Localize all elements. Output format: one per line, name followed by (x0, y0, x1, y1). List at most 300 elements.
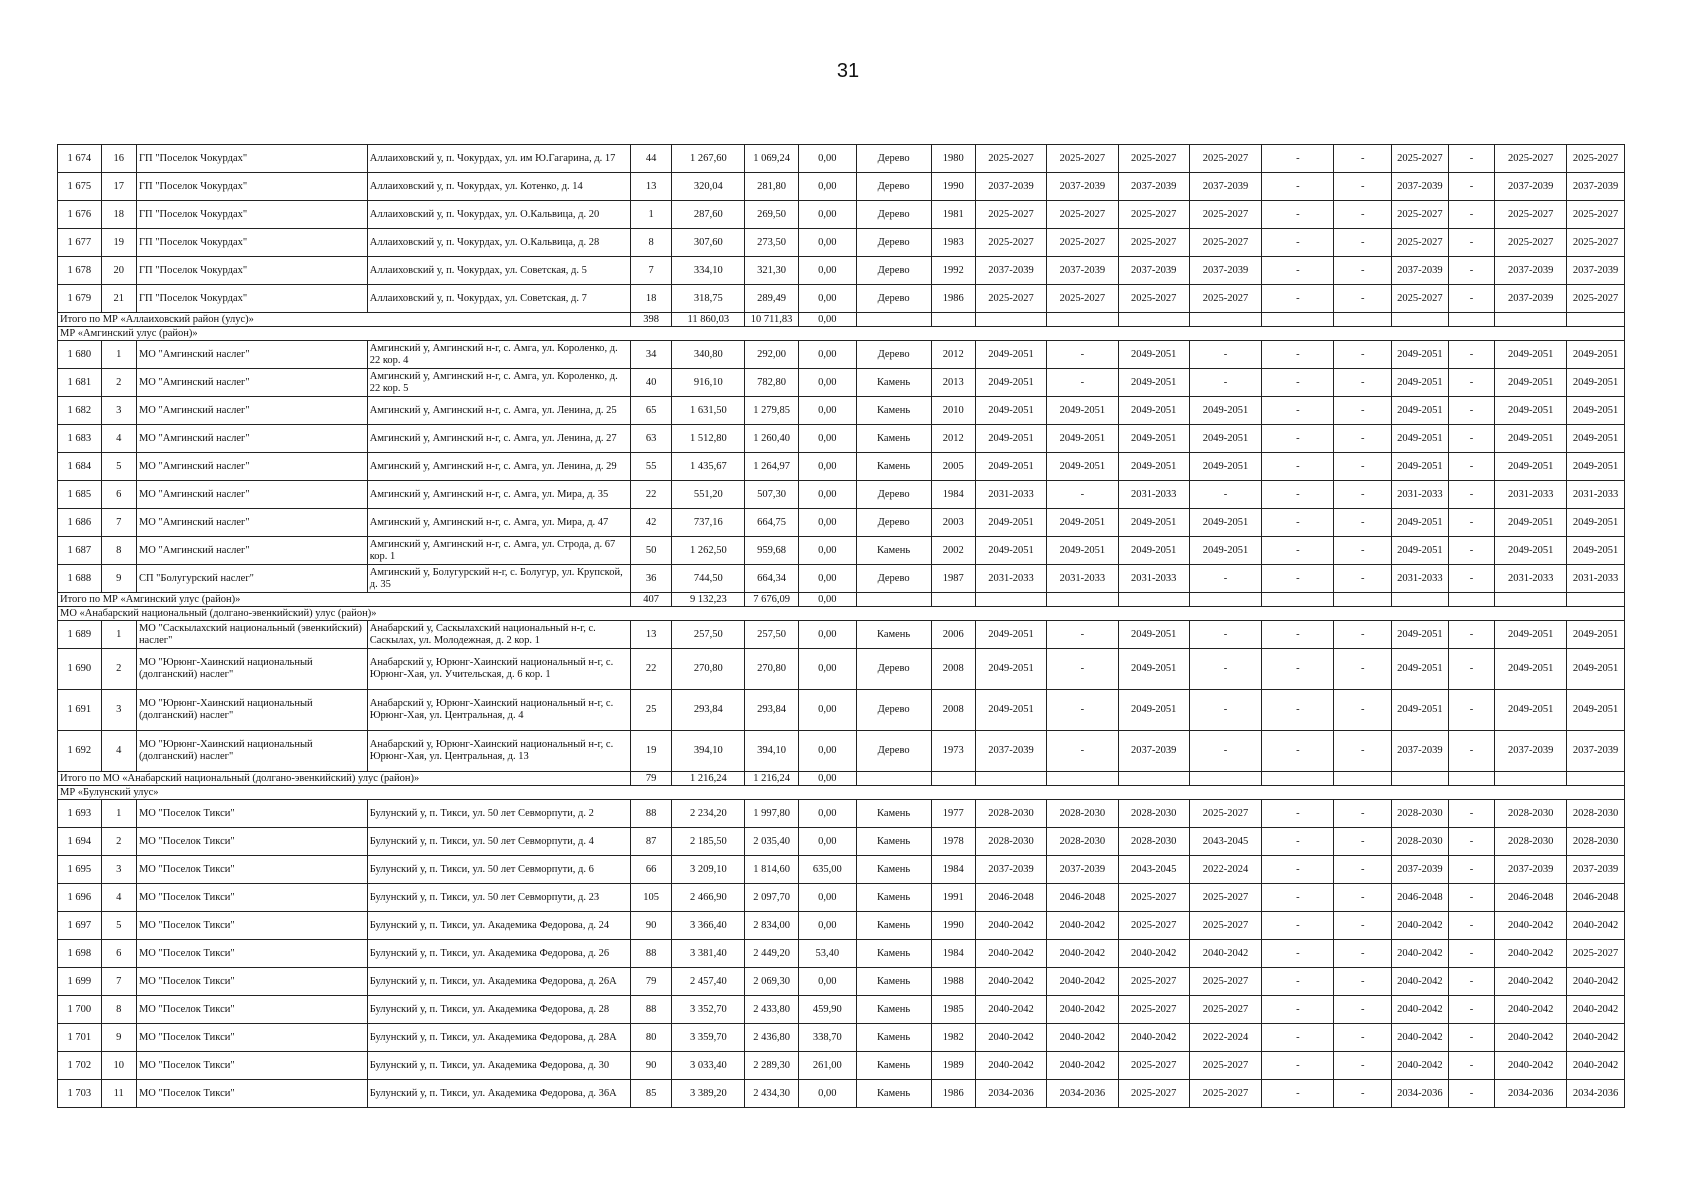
date-col-20-cell: 2025-2027 (1567, 145, 1625, 173)
wall-material-cell: Камень (856, 884, 931, 912)
residents-cell: 88 (630, 800, 672, 828)
address-cell: Аллаиховский у, п. Чокурдах, ул. им Ю.Гагарина, д. 17 (367, 145, 630, 173)
date-col-15-cell: - (1262, 940, 1334, 968)
date-col-13-cell: 2037-2039 (1118, 257, 1189, 285)
date-col-18-cell: - (1448, 397, 1495, 425)
date-col-18-cell: - (1448, 509, 1495, 537)
row-number-cell: 1 703 (58, 1080, 102, 1108)
living-area-cell: 394,10 (745, 731, 799, 772)
empty-cell (1495, 593, 1567, 607)
nonresidential-area-cell: 0,00 (798, 145, 856, 173)
living-area-cell: 289,49 (745, 285, 799, 313)
wall-material-cell: Камень (856, 800, 931, 828)
date-col-20-cell: 2049-2051 (1567, 621, 1625, 649)
nonresidential-area-cell: 0,00 (798, 509, 856, 537)
date-col-16-cell: - (1334, 481, 1392, 509)
row-number-cell: 1 675 (58, 173, 102, 201)
living-area-cell: 1 264,97 (745, 453, 799, 481)
total-area-cell: 307,60 (672, 229, 745, 257)
table-row (58, 996, 1625, 1024)
total-area-cell: 394,10 (672, 731, 745, 772)
date-col-17-cell: 2040-2042 (1392, 1024, 1449, 1052)
living-area-cell: 2 436,80 (745, 1024, 799, 1052)
empty-cell (1118, 772, 1189, 786)
table-row (58, 285, 1625, 313)
date-col-12-cell: 2040-2042 (1046, 912, 1118, 940)
date-col-11-cell: 2049-2051 (976, 649, 1047, 690)
date-col-20-cell: 2025-2027 (1567, 285, 1625, 313)
municipality-cell: МО "Амгинский наслег" (136, 509, 367, 537)
date-col-13-cell: 2025-2027 (1118, 996, 1189, 1024)
nonresidential-area-cell: 0,00 (798, 257, 856, 285)
date-col-19-cell: 2040-2042 (1495, 968, 1567, 996)
year-built-cell: 1982 (931, 1024, 976, 1052)
date-col-20-cell: 2046-2048 (1567, 884, 1625, 912)
empty-cell (1118, 313, 1189, 327)
date-col-13-cell: 2040-2042 (1118, 1024, 1189, 1052)
date-col-11-cell: 2049-2051 (976, 690, 1047, 731)
date-col-11-cell: 2040-2042 (976, 968, 1047, 996)
nonresidential-area-cell: 0,00 (798, 453, 856, 481)
date-col-14-cell: - (1189, 565, 1262, 593)
residents-cell: 1 (630, 201, 672, 229)
row-number-cell: 1 702 (58, 1052, 102, 1080)
date-col-16-cell: - (1334, 369, 1392, 397)
row-number-cell: 1 697 (58, 912, 102, 940)
total-area-cell: 737,16 (672, 509, 745, 537)
wall-material-cell: Дерево (856, 145, 931, 173)
address-cell: Анабарский у, Юрюнг-Хаинский национальный н-г, с. Юрюнг-Хая, ул. Центральная, д. 13 (367, 731, 630, 772)
year-built-cell: 2012 (931, 341, 976, 369)
year-built-cell: 1986 (931, 285, 976, 313)
date-col-12-cell: 2049-2051 (1046, 537, 1118, 565)
year-built-cell: 1990 (931, 173, 976, 201)
date-col-14-cell: - (1189, 731, 1262, 772)
date-col-15-cell: - (1262, 481, 1334, 509)
date-col-13-cell: 2049-2051 (1118, 621, 1189, 649)
date-col-12-cell: 2028-2030 (1046, 800, 1118, 828)
date-col-19-cell: 2049-2051 (1495, 341, 1567, 369)
total-area-cell: 2 466,90 (672, 884, 745, 912)
date-col-20-cell: 2040-2042 (1567, 1024, 1625, 1052)
living-area-cell: 257,50 (745, 621, 799, 649)
group-header-row (58, 607, 1625, 621)
table-row (58, 1080, 1625, 1108)
municipality-cell: МО "Поселок Тикси" (136, 968, 367, 996)
row-number-cell: 1 692 (58, 731, 102, 772)
total-area-cell: 1 512,80 (672, 425, 745, 453)
address-cell: Анабарский у, Саскылахский национальный н-г, с. Саскылах, ул. Молодежная, д. 2 кор. 1 (367, 621, 630, 649)
date-col-12-cell: 2028-2030 (1046, 828, 1118, 856)
date-col-13-cell: 2049-2051 (1118, 509, 1189, 537)
date-col-16-cell: - (1334, 509, 1392, 537)
wall-material-cell: Дерево (856, 481, 931, 509)
year-built-cell: 1992 (931, 257, 976, 285)
date-col-15-cell: - (1262, 996, 1334, 1024)
living-area-cell: 2 434,30 (745, 1080, 799, 1108)
living-area-cell: 507,30 (745, 481, 799, 509)
date-col-12-cell: 2025-2027 (1046, 285, 1118, 313)
residents-cell: 85 (630, 1080, 672, 1108)
address-cell: Амгинский у, Амгинский н-г, с. Амга, ул. Строда, д. 67 кор. 1 (367, 537, 630, 565)
total-area-cell: 744,50 (672, 565, 745, 593)
row-number-cell: 1 679 (58, 285, 102, 313)
date-col-12-cell: - (1046, 341, 1118, 369)
residents-total-cell: 407 (630, 593, 672, 607)
date-col-20-cell: 2040-2042 (1567, 912, 1625, 940)
residents-cell: 55 (630, 453, 672, 481)
item-number-cell: 1 (101, 341, 136, 369)
date-col-11-cell: 2049-2051 (976, 621, 1047, 649)
date-col-16-cell: - (1334, 996, 1392, 1024)
nonresidential-area-cell: 0,00 (798, 173, 856, 201)
living-area-cell: 269,50 (745, 201, 799, 229)
date-col-20-cell: 2049-2051 (1567, 453, 1625, 481)
subtotal-label: Итого по МР «Аллаиховский район (улус)» (58, 313, 631, 327)
date-col-15-cell: - (1262, 621, 1334, 649)
table-row (58, 201, 1625, 229)
address-cell: Булунский у, п. Тикси, ул. Академика Федорова, д. 36А (367, 1080, 630, 1108)
row-number-cell: 1 684 (58, 453, 102, 481)
residents-cell: 22 (630, 649, 672, 690)
date-col-20-cell: 2049-2051 (1567, 649, 1625, 690)
date-col-15-cell: - (1262, 649, 1334, 690)
year-built-cell: 1986 (931, 1080, 976, 1108)
date-col-16-cell: - (1334, 621, 1392, 649)
address-cell: Булунский у, п. Тикси, ул. Академика Федорова, д. 30 (367, 1052, 630, 1080)
nonresidential-area-cell: 0,00 (798, 649, 856, 690)
date-col-14-cell: - (1189, 341, 1262, 369)
year-built-cell: 1991 (931, 884, 976, 912)
wall-material-cell: Камень (856, 621, 931, 649)
date-col-19-cell: 2028-2030 (1495, 800, 1567, 828)
address-cell: Аллаиховский у, п. Чокурдах, ул. О.Кальвица, д. 28 (367, 229, 630, 257)
item-number-cell: 3 (101, 397, 136, 425)
date-col-15-cell: - (1262, 537, 1334, 565)
item-number-cell: 8 (101, 996, 136, 1024)
date-col-15-cell: - (1262, 968, 1334, 996)
year-built-cell: 1977 (931, 800, 976, 828)
nonresidential-area-cell: 0,00 (798, 537, 856, 565)
residents-total-cell: 79 (630, 772, 672, 786)
address-cell: Булунский у, п. Тикси, ул. 50 лет Севморпути, д. 4 (367, 828, 630, 856)
table-row (58, 690, 1625, 731)
address-cell: Амгинский у, Амгинский н-г, с. Амга, ул. Мира, д. 47 (367, 509, 630, 537)
date-col-15-cell: - (1262, 425, 1334, 453)
empty-cell (1189, 772, 1262, 786)
date-col-18-cell: - (1448, 145, 1495, 173)
date-col-12-cell: 2025-2027 (1046, 229, 1118, 257)
date-col-18-cell: - (1448, 1024, 1495, 1052)
date-col-12-cell: 2040-2042 (1046, 968, 1118, 996)
date-col-19-cell: 2049-2051 (1495, 690, 1567, 731)
date-col-14-cell: 2037-2039 (1189, 173, 1262, 201)
date-col-11-cell: 2034-2036 (976, 1080, 1047, 1108)
nonresidential-area-cell: 338,70 (798, 1024, 856, 1052)
wall-material-cell: Камень (856, 537, 931, 565)
municipality-cell: МО "Амгинский наслег" (136, 537, 367, 565)
municipality-cell: МО "Поселок Тикси" (136, 884, 367, 912)
date-col-17-cell: 2031-2033 (1392, 565, 1449, 593)
address-cell: Булунский у, п. Тикси, ул. Академика Федорова, д. 28А (367, 1024, 630, 1052)
residents-cell: 50 (630, 537, 672, 565)
nonresidential-area-cell: 635,00 (798, 856, 856, 884)
date-col-18-cell: - (1448, 229, 1495, 257)
date-col-17-cell: 2025-2027 (1392, 201, 1449, 229)
date-col-17-cell: 2025-2027 (1392, 229, 1449, 257)
empty-cell (856, 772, 931, 786)
year-built-cell: 1985 (931, 996, 976, 1024)
item-number-cell: 2 (101, 369, 136, 397)
item-number-cell: 5 (101, 453, 136, 481)
date-col-13-cell: 2025-2027 (1118, 1080, 1189, 1108)
date-col-14-cell: - (1189, 481, 1262, 509)
date-col-12-cell: 2031-2033 (1046, 565, 1118, 593)
total-area-cell: 1 267,60 (672, 145, 745, 173)
date-col-12-cell: - (1046, 690, 1118, 731)
date-col-14-cell: 2025-2027 (1189, 996, 1262, 1024)
group-header-row (58, 786, 1625, 800)
residents-cell: 13 (630, 173, 672, 201)
row-number-cell: 1 677 (58, 229, 102, 257)
date-col-15-cell: - (1262, 884, 1334, 912)
date-col-13-cell: 2031-2033 (1118, 565, 1189, 593)
nonresidential-area-cell: 0,00 (798, 800, 856, 828)
date-col-16-cell: - (1334, 341, 1392, 369)
municipality-cell: МО "Юрюнг-Хаинский национальный (долганский) наслег" (136, 731, 367, 772)
date-col-18-cell: - (1448, 649, 1495, 690)
date-col-11-cell: 2025-2027 (976, 145, 1047, 173)
residents-cell: 105 (630, 884, 672, 912)
date-col-14-cell: 2025-2027 (1189, 912, 1262, 940)
group-header-row (58, 327, 1625, 341)
address-cell: Аллаиховский у, п. Чокурдах, ул. Котенко, д. 14 (367, 173, 630, 201)
subtotal-row (58, 313, 1625, 327)
item-number-cell: 18 (101, 201, 136, 229)
address-cell: Амгинский у, Амгинский н-г, с. Амга, ул. Ленина, д. 27 (367, 425, 630, 453)
table-row (58, 425, 1625, 453)
empty-cell (856, 593, 931, 607)
date-col-16-cell: - (1334, 968, 1392, 996)
empty-cell (1448, 593, 1495, 607)
living-area-cell: 2 035,40 (745, 828, 799, 856)
date-col-14-cell: 2049-2051 (1189, 453, 1262, 481)
row-number-cell: 1 689 (58, 621, 102, 649)
date-col-17-cell: 2031-2033 (1392, 481, 1449, 509)
municipality-cell: МО "Поселок Тикси" (136, 1024, 367, 1052)
wall-material-cell: Камень (856, 912, 931, 940)
total-area-cell: 3 389,20 (672, 1080, 745, 1108)
date-col-18-cell: - (1448, 690, 1495, 731)
subtotal-label: Итого по МР «Амгинский улус (район)» (58, 593, 631, 607)
table-row (58, 856, 1625, 884)
empty-cell (1262, 593, 1334, 607)
row-number-cell: 1 696 (58, 884, 102, 912)
date-col-19-cell: 2025-2027 (1495, 229, 1567, 257)
total-area-cell: 318,75 (672, 285, 745, 313)
date-col-13-cell: 2025-2027 (1118, 145, 1189, 173)
date-col-12-cell: 2040-2042 (1046, 996, 1118, 1024)
nonresidential-area-cell: 0,00 (798, 1080, 856, 1108)
date-col-11-cell: 2040-2042 (976, 912, 1047, 940)
date-col-18-cell: - (1448, 884, 1495, 912)
date-col-20-cell: 2049-2051 (1567, 690, 1625, 731)
date-col-20-cell: 2034-2036 (1567, 1080, 1625, 1108)
residents-cell: 88 (630, 996, 672, 1024)
municipality-cell: МО "Саскылахский национальный (эвенкийский) наслег" (136, 621, 367, 649)
date-col-14-cell: 2040-2042 (1189, 940, 1262, 968)
date-col-12-cell: 2049-2051 (1046, 509, 1118, 537)
date-col-15-cell: - (1262, 856, 1334, 884)
date-col-11-cell: 2040-2042 (976, 996, 1047, 1024)
date-col-11-cell: 2028-2030 (976, 800, 1047, 828)
living-area-cell: 293,84 (745, 690, 799, 731)
date-col-17-cell: 2040-2042 (1392, 1052, 1449, 1080)
date-col-17-cell: 2049-2051 (1392, 537, 1449, 565)
date-col-16-cell: - (1334, 397, 1392, 425)
date-col-20-cell: 2025-2027 (1567, 940, 1625, 968)
total-area-cell: 270,80 (672, 649, 745, 690)
table-row (58, 537, 1625, 565)
nonresidential-area-cell: 0,00 (798, 690, 856, 731)
date-col-17-cell: 2040-2042 (1392, 940, 1449, 968)
nonresidential-area-cell: 0,00 (798, 201, 856, 229)
date-col-15-cell: - (1262, 565, 1334, 593)
item-number-cell: 6 (101, 481, 136, 509)
empty-cell (1046, 313, 1118, 327)
date-col-15-cell: - (1262, 257, 1334, 285)
nonresidential-area-cell: 0,00 (798, 731, 856, 772)
empty-cell (976, 313, 1047, 327)
table-row (58, 800, 1625, 828)
residents-cell: 22 (630, 481, 672, 509)
group-header-label: МР «Амгинский улус (район)» (58, 327, 1625, 341)
date-col-18-cell: - (1448, 481, 1495, 509)
date-col-13-cell: 2025-2027 (1118, 1052, 1189, 1080)
empty-cell (976, 772, 1047, 786)
year-built-cell: 2010 (931, 397, 976, 425)
row-number-cell: 1 694 (58, 828, 102, 856)
date-col-11-cell: 2037-2039 (976, 856, 1047, 884)
group-header-label: МР «Булунский улус» (58, 786, 1625, 800)
date-col-17-cell: 2049-2051 (1392, 341, 1449, 369)
date-col-15-cell: - (1262, 509, 1334, 537)
living-area-cell: 321,30 (745, 257, 799, 285)
wall-material-cell: Камень (856, 940, 931, 968)
empty-cell (1448, 772, 1495, 786)
date-col-19-cell: 2040-2042 (1495, 996, 1567, 1024)
date-col-13-cell: 2025-2027 (1118, 912, 1189, 940)
date-col-15-cell: - (1262, 731, 1334, 772)
year-built-cell: 2008 (931, 649, 976, 690)
living-area-cell: 273,50 (745, 229, 799, 257)
date-col-16-cell: - (1334, 731, 1392, 772)
date-col-14-cell: 2043-2045 (1189, 828, 1262, 856)
date-col-14-cell: 2025-2027 (1189, 1052, 1262, 1080)
date-col-20-cell: 2037-2039 (1567, 173, 1625, 201)
date-col-18-cell: - (1448, 1052, 1495, 1080)
row-number-cell: 1 695 (58, 856, 102, 884)
empty-cell (1262, 313, 1334, 327)
living-area-cell: 1 069,24 (745, 145, 799, 173)
date-col-18-cell: - (1448, 257, 1495, 285)
date-col-12-cell: 2046-2048 (1046, 884, 1118, 912)
date-col-19-cell: 2046-2048 (1495, 884, 1567, 912)
residents-cell: 66 (630, 856, 672, 884)
date-col-20-cell: 2037-2039 (1567, 856, 1625, 884)
row-number-cell: 1 682 (58, 397, 102, 425)
date-col-20-cell: 2040-2042 (1567, 1052, 1625, 1080)
wall-material-cell: Камень (856, 1080, 931, 1108)
empty-cell (1448, 313, 1495, 327)
date-col-19-cell: 2037-2039 (1495, 257, 1567, 285)
residents-cell: 63 (630, 425, 672, 453)
municipality-cell: МО "Амгинский наслег" (136, 397, 367, 425)
item-number-cell: 21 (101, 285, 136, 313)
date-col-13-cell: 2040-2042 (1118, 940, 1189, 968)
date-col-15-cell: - (1262, 828, 1334, 856)
wall-material-cell: Дерево (856, 341, 931, 369)
municipality-cell: МО "Поселок Тикси" (136, 940, 367, 968)
date-col-15-cell: - (1262, 912, 1334, 940)
group-header-label: МО «Анабарский национальный (долгано-эвенкийский) улус (район)» (58, 607, 1625, 621)
date-col-17-cell: 2049-2051 (1392, 453, 1449, 481)
date-col-11-cell: 2037-2039 (976, 257, 1047, 285)
year-built-cell: 1981 (931, 201, 976, 229)
date-col-20-cell: 2037-2039 (1567, 731, 1625, 772)
address-cell: Булунский у, п. Тикси, ул. 50 лет Севморпути, д. 2 (367, 800, 630, 828)
item-number-cell: 4 (101, 425, 136, 453)
date-col-13-cell: 2049-2051 (1118, 369, 1189, 397)
date-col-19-cell: 2034-2036 (1495, 1080, 1567, 1108)
living-area-total-cell: 1 216,24 (745, 772, 799, 786)
date-col-18-cell: - (1448, 731, 1495, 772)
date-col-14-cell: 2025-2027 (1189, 201, 1262, 229)
date-col-15-cell: - (1262, 145, 1334, 173)
date-col-16-cell: - (1334, 285, 1392, 313)
date-col-16-cell: - (1334, 800, 1392, 828)
date-col-11-cell: 2046-2048 (976, 884, 1047, 912)
date-col-16-cell: - (1334, 828, 1392, 856)
empty-cell (931, 313, 976, 327)
row-number-cell: 1 685 (58, 481, 102, 509)
table-row (58, 453, 1625, 481)
year-built-cell: 1973 (931, 731, 976, 772)
date-col-19-cell: 2040-2042 (1495, 1024, 1567, 1052)
date-col-15-cell: - (1262, 285, 1334, 313)
date-col-16-cell: - (1334, 1052, 1392, 1080)
row-number-cell: 1 686 (58, 509, 102, 537)
municipality-cell: СП "Болугурский наслег" (136, 565, 367, 593)
total-area-cell: 287,60 (672, 201, 745, 229)
empty-cell (1567, 772, 1625, 786)
residents-cell: 65 (630, 397, 672, 425)
total-area-cell: 334,10 (672, 257, 745, 285)
date-col-19-cell: 2049-2051 (1495, 453, 1567, 481)
date-col-18-cell: - (1448, 940, 1495, 968)
date-col-14-cell: 2025-2027 (1189, 229, 1262, 257)
date-col-14-cell: 2049-2051 (1189, 509, 1262, 537)
address-cell: Амгинский у, Амгинский н-г, с. Амга, ул. Ленина, д. 25 (367, 397, 630, 425)
year-built-cell: 1989 (931, 1052, 976, 1080)
date-col-19-cell: 2049-2051 (1495, 509, 1567, 537)
date-col-11-cell: 2049-2051 (976, 341, 1047, 369)
date-col-15-cell: - (1262, 800, 1334, 828)
address-cell: Амгинский у, Амгинский н-г, с. Амга, ул. Мира, д. 35 (367, 481, 630, 509)
item-number-cell: 6 (101, 940, 136, 968)
date-col-20-cell: 2049-2051 (1567, 537, 1625, 565)
date-col-18-cell: - (1448, 173, 1495, 201)
